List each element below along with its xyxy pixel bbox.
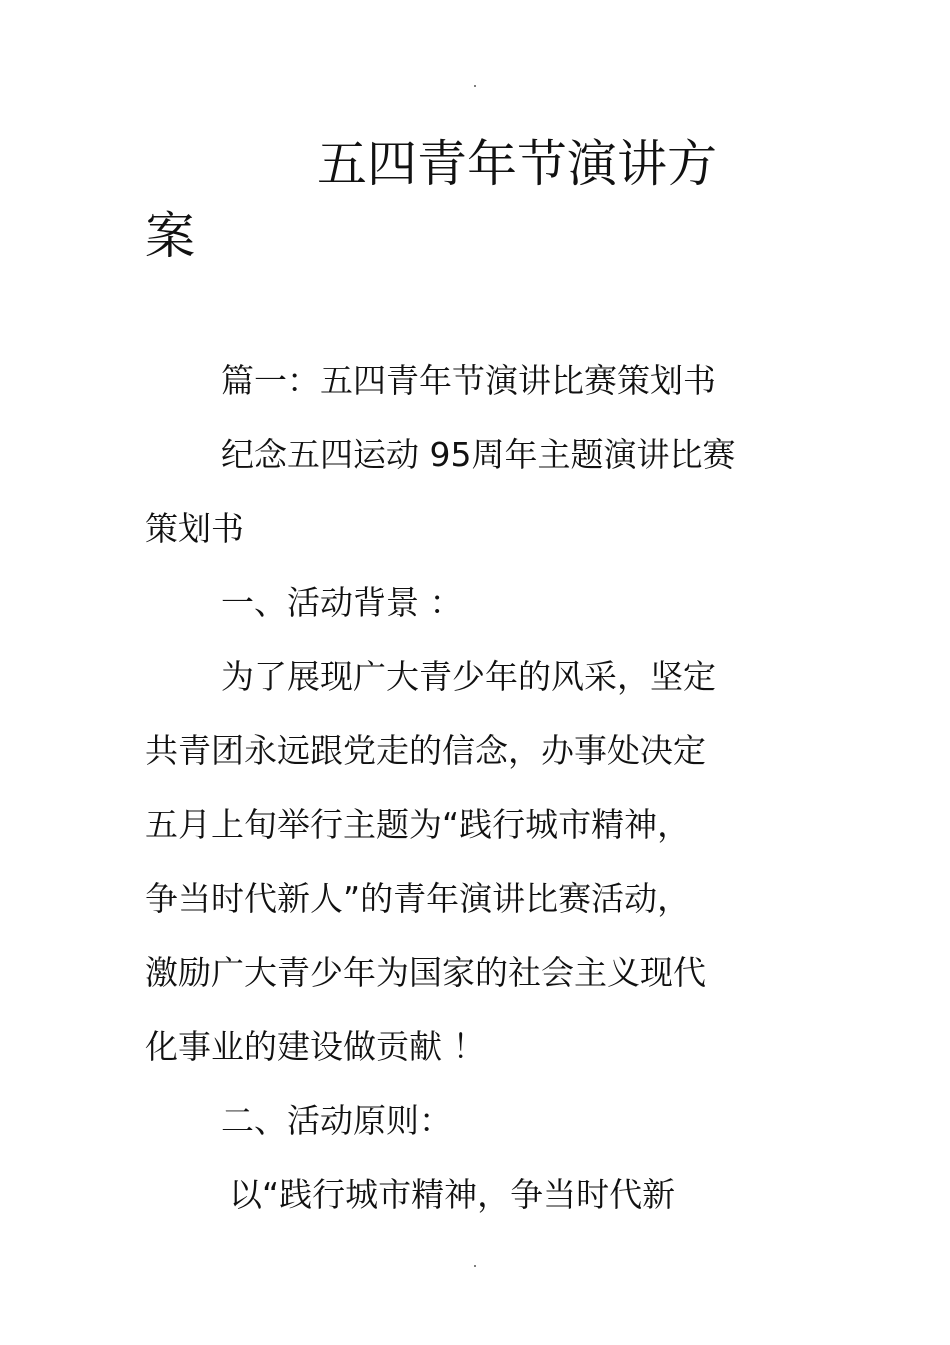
section-heading: 二、活动原则： — [221, 1101, 452, 1140]
document-title — [145, 128, 785, 272]
section-heading: 一、活动背景 ： — [221, 583, 463, 622]
paragraph-line: 五月上旬举行主题为“践行城市精神， — [145, 805, 691, 844]
paragraph-line: 为了展现广大青少年的风采，坚定 — [221, 657, 716, 696]
paragraph-line: 激励广大青少年为国家的社会主义现代 — [145, 953, 706, 992]
header-dot — [474, 85, 476, 87]
paragraph-line: 纪念五四运动 95周年主题演讲比赛 — [221, 435, 736, 474]
title-line-2: 案 — [145, 207, 195, 265]
document-body — [145, 352, 805, 1240]
paragraph-line: 共青团永远跟党走的信念，办事处决定 — [145, 731, 706, 770]
paragraph-line: 策划书 — [145, 509, 244, 548]
footer-dot — [474, 1265, 476, 1267]
title-line-1: 五四青年节演讲方 — [317, 135, 717, 193]
paragraph-line: 以“践行城市精神，争当时代新 — [229, 1175, 676, 1214]
paragraph-line: 化事业的建设做贡献 ！ — [145, 1027, 486, 1066]
paragraph-line: 争当时代新人”的青年演讲比赛活动， — [145, 879, 691, 918]
chapter-heading: 篇一：五四青年节演讲比赛策划书 — [221, 361, 716, 400]
